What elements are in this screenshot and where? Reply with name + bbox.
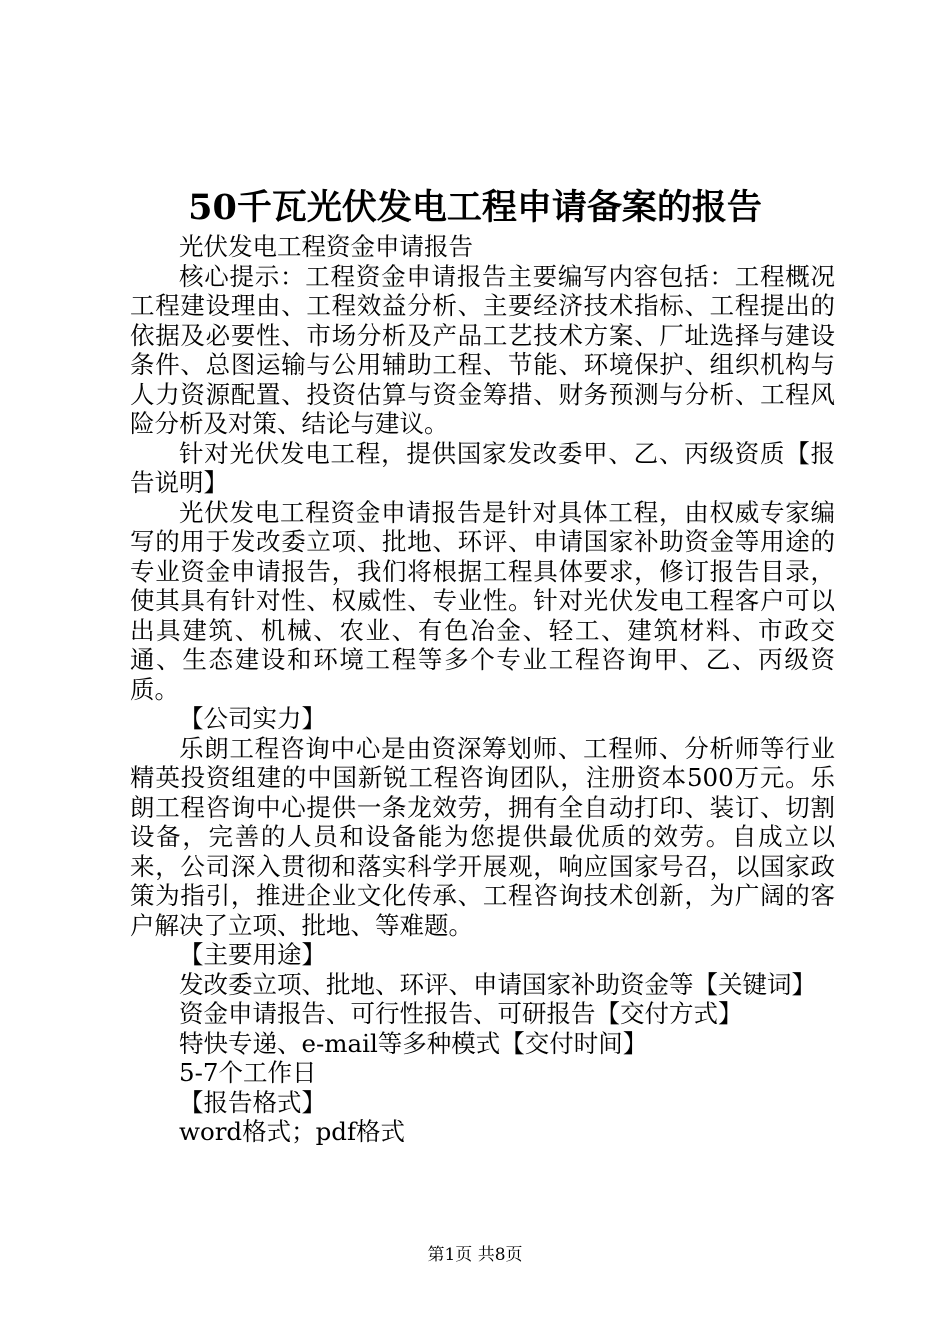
paragraph-report-description: 光伏发电工程资金申请报告是针对具体工程，由权威专家编写的用于发改委立项、批地、环评、申请国家补助资金等用途的专业资金申请报告，我们将根据工程具体要求，修订报告目录，使其具有针对性、权威性、专业性。针对光伏发电工程客户可以出具建筑、机械、农业、有色冶金、轻工、建筑材料、市政交通、生态建设和环境工程等多个专业工程咨询甲、乙、丙级资质。	[130, 497, 835, 704]
document-body	[130, 232, 835, 1147]
page-footer: 第1页 共8页	[427, 1245, 523, 1265]
page-title: 50千瓦光伏发电工程申请备案的报告	[188, 187, 762, 228]
paragraph-qualification: 针对光伏发电工程，提供国家发改委甲、乙、丙级资质【报告说明】	[130, 438, 835, 497]
paragraph-uses-keywords: 发改委立项、批地、环评、申请国家补助资金等【关键词】	[179, 969, 816, 999]
section-company-strength: 【公司实力】	[179, 704, 326, 733]
paragraph-heading: 光伏发电工程资金申请报告	[179, 232, 473, 261]
section-main-use: 【主要用途】	[179, 940, 326, 969]
paragraph-work-days: 5-7个工作日	[179, 1058, 317, 1087]
section-report-format: 【报告格式】	[179, 1087, 326, 1117]
paragraph-delivery-time: 特快专递、e-mail等多种模式【交付时间】	[179, 1028, 648, 1058]
paragraph-formats: word格式；pdf格式	[179, 1117, 406, 1146]
paragraph-keywords-delivery: 资金申请报告、可行性报告、可研报告【交付方式】	[179, 999, 743, 1028]
paragraph-company-intro: 乐朗工程咨询中心是由资深筹划师、工程师、分析师等行业精英投资组建的中国新锐工程咨询团队，注册资本500万元。乐朗工程咨询中心提供一条龙效劳，拥有全自动打印、装订、切割设备，完善的人员和设备能为您提供最优质的效劳。自成立以来，公司深入贯彻和落实科学开展观，响应国家号召，以国家政策为指引，推进企业文化传承、工程咨询技术创新，为广阔的客户解决了立项、批地、等难题。	[130, 733, 835, 940]
paragraph-core-tip: 核心提示：工程资金申请报告主要编写内容包括：工程概况工程建设理由、工程效益分析、主要经济技术指标、工程提出的依据及必要性、市场分析及产品工艺技术方案、厂址选择与建设条件、总图运输与公用辅助工程、节能、环境保护、组织机构与人力资源配置、投资估算与资金筹措、财务预测与分析、工程风险分析及对策、结论与建议。	[130, 261, 835, 438]
